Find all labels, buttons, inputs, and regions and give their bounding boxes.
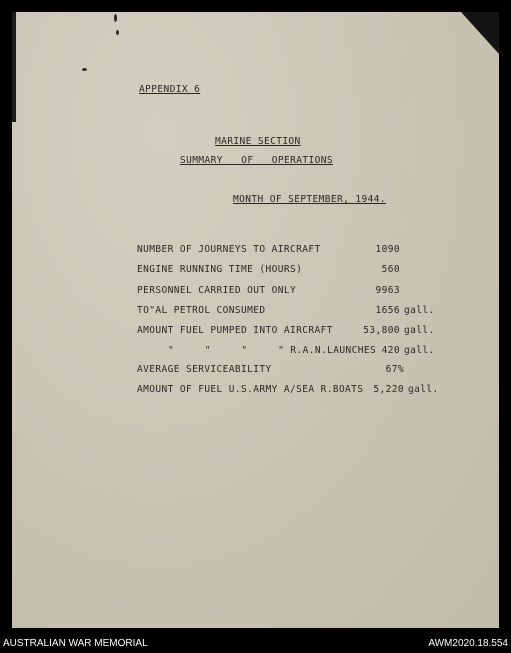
row-label: AMOUNT FUEL PUMPED INTO AIRCRAFT — [137, 325, 333, 336]
row-value: 9963 — [375, 285, 400, 296]
accession-number: AWM2020.18.554 — [428, 638, 508, 649]
row-label: AVERAGE SERVICEABILITY — [137, 364, 272, 375]
row-label: ENGINE RUNNING TIME (HOURS) — [137, 264, 303, 275]
ink-mark — [116, 30, 119, 35]
page-edge-shadow — [12, 12, 16, 122]
row-value: 5,220 — [373, 384, 404, 395]
row-value: 1656 — [375, 305, 400, 316]
row-value: 67% — [385, 364, 404, 375]
row-unit: gall. — [408, 384, 439, 395]
row-unit: gall. — [404, 325, 435, 336]
row-value: 560 — [381, 264, 400, 275]
ink-mark — [114, 14, 117, 22]
row-label: " " " " R.A.N.LAUNCHES — [168, 345, 377, 356]
ink-mark — [82, 68, 87, 71]
row-label: AMOUNT OF FUEL U.S.ARMY A/SEA R.BOATS — [137, 384, 364, 395]
row-unit: gall. — [404, 305, 435, 316]
row-value: 53,800 — [363, 325, 400, 336]
row-value: 1090 — [375, 244, 400, 255]
month-heading: MONTH OF SEPTEMBER, 1944. — [233, 194, 386, 205]
row-value: 420 — [381, 345, 400, 356]
institution-label: AUSTRALIAN WAR MEMORIAL — [3, 638, 148, 649]
row-unit: gall. — [404, 345, 435, 356]
torn-corner — [461, 12, 499, 54]
section-heading: MARINE SECTION — [215, 136, 301, 147]
summary-heading: SUMMARY OF OPERATIONS — [180, 155, 333, 166]
row-label: TO"AL PETROL CONSUMED — [137, 305, 266, 316]
row-label: PERSONNEL CARRIED OUT ONLY — [137, 285, 297, 296]
document-page — [12, 12, 499, 628]
appendix-heading: APPENDIX 6 — [139, 84, 201, 95]
row-label: NUMBER OF JOURNEYS TO AIRCRAFT — [137, 244, 321, 255]
